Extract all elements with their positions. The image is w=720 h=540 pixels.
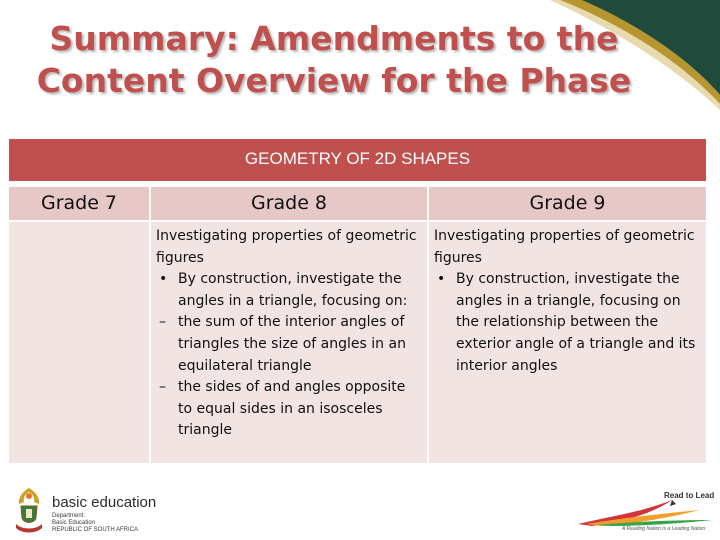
grade-8-column (151, 187, 427, 463)
list-item-text: By construction, investigate the angles in a triangle, focusing on: (178, 271, 408, 309)
list-item (434, 269, 702, 377)
logo-subtitle: Department: Basic Education REPUBLIC OF SOUTH AFRICA (52, 513, 139, 533)
grade-9-header: Grade 9 (429, 187, 706, 220)
logo-name: basic education (52, 494, 157, 511)
grade-7-column (9, 187, 149, 463)
title-line-2: Content Overview for the Phase (36, 61, 632, 100)
grade-8-header: Grade 8 (151, 187, 427, 220)
grade-9-column (429, 187, 706, 463)
read-to-lead-logo (572, 488, 716, 538)
bullet-marker: • (159, 271, 168, 288)
list-item-text: the sides of and angles opposite to equal sides in an isosceles triangle (178, 379, 406, 439)
content-table (9, 139, 706, 463)
grade-9-content (429, 222, 706, 463)
title-line-1: Summary: Amendments to the (49, 19, 619, 58)
list-item (156, 269, 423, 312)
basic-education-logo (12, 486, 157, 538)
open-book-icon (572, 498, 716, 526)
grade-7-header: Grade 7 (9, 187, 149, 220)
slide-title (0, 18, 668, 102)
coat-of-arms-icon (12, 486, 46, 536)
grade-7-content (9, 222, 149, 463)
table-header: GEOMETRY OF 2D SHAPES (9, 139, 706, 184)
list-item-text: By construction, investigate the angles in a triangle, focusing on the relationship between the exterior angle of a triangle and its interior angles (456, 271, 696, 374)
logo-title: Read to Lead (664, 491, 715, 500)
dash-marker: – (159, 379, 166, 396)
bullet-marker: • (437, 271, 446, 288)
list-item (156, 377, 423, 442)
grade-9-heading: Investigating properties of geometric figures (434, 228, 695, 266)
dash-marker: – (159, 314, 166, 331)
list-item-text: the sum of the interior angles of triangles the size of angles in an equilateral triangle (178, 314, 406, 374)
grade-8-content (151, 222, 427, 463)
logo-tagline: A Reading Nation is a Leading Nation (622, 526, 706, 532)
grade-8-heading: Investigating properties of geometric figures (156, 228, 417, 266)
list-item (156, 312, 423, 377)
